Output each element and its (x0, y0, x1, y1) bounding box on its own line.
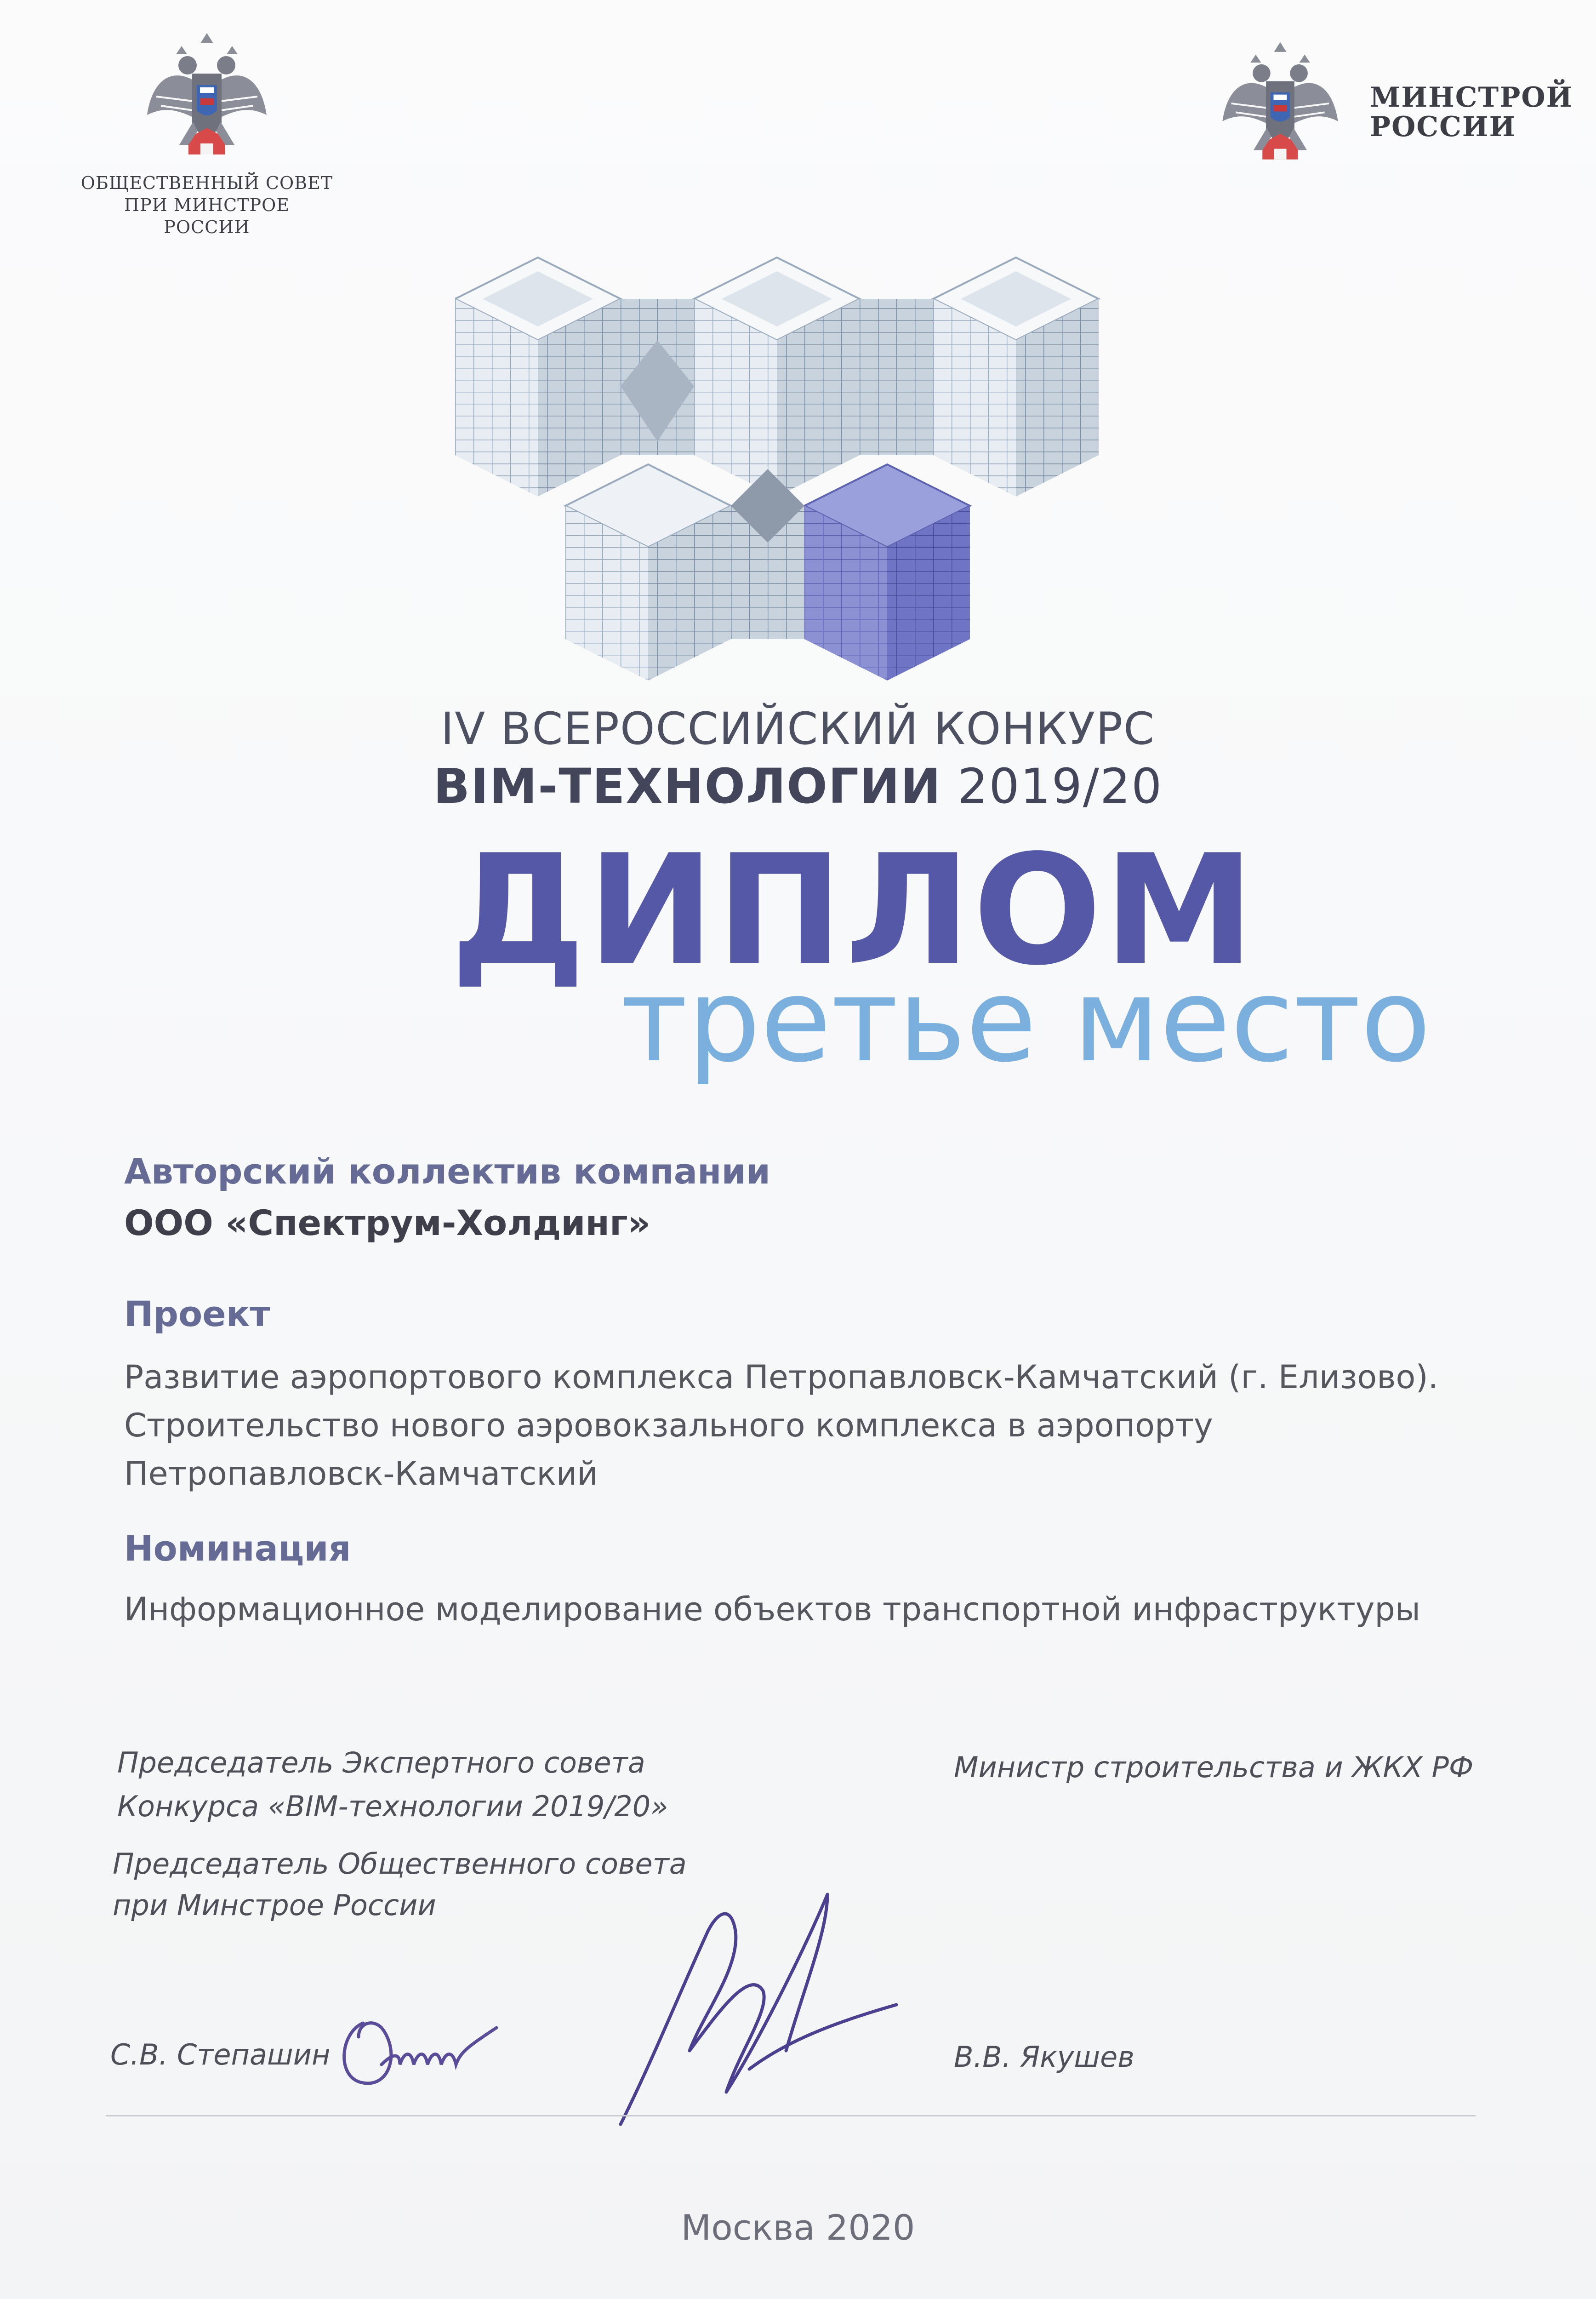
ministry-caption (1370, 83, 1573, 142)
left-signatory-title: Конкурса «BIM-технологии 2019/20» (117, 1790, 668, 1823)
ministry-line: МИНСТРОЙ (1370, 81, 1573, 114)
recipient-label: Авторский коллектив компании (124, 1151, 770, 1192)
public-council-block (69, 28, 345, 238)
diploma-title: ДИПЛОМ (450, 822, 1257, 999)
project-label: Проект (124, 1293, 270, 1334)
ministry-eagle-icon (1214, 37, 1347, 170)
public-council-caption (69, 172, 345, 238)
project-line: Развитие аэропортового комплекса Петропавловск-Камчатский (г. Елизово). (124, 1358, 1438, 1396)
double-headed-eagle-icon (138, 28, 276, 166)
contest-title: IV ВСЕРОССИЙСКИЙ КОНКУРС (441, 703, 1155, 755)
project-line: Петропавловск-Камчатский (124, 1455, 598, 1493)
bim-contest-logo (455, 248, 1117, 690)
project-line: Строительство нового аэровокзального комплекса в аэропорту (124, 1407, 1213, 1444)
council-line: РОССИИ (164, 217, 250, 237)
council-line: ПРИ МИНСТРОЕ (124, 195, 290, 215)
yakushev-signature (611, 1876, 906, 2133)
left-signatory-title: Председатель Общественного совета (113, 1847, 687, 1881)
contest-year: 2019/20 (941, 758, 1163, 814)
right-signatory-name: В.В. Якушев (954, 2040, 1134, 2074)
nomination-value: Информационное моделирование объектов транспортной инфраструктуры (124, 1590, 1421, 1628)
contest-name: BIM-ТЕХНОЛОГИИ (433, 758, 942, 814)
nomination-label: Номинация (124, 1528, 351, 1569)
stepashin-signature (331, 1996, 506, 2106)
diploma-place: третье место (621, 954, 1431, 1087)
left-signatory-title: при Минстрое России (113, 1888, 436, 1922)
ministry-block (1214, 37, 1573, 175)
signature-divider (106, 2115, 1476, 2116)
council-line: ОБЩЕСТВЕННЫЙ СОВЕТ (80, 173, 333, 193)
city-year: Москва 2020 (681, 2207, 915, 2248)
ministry-line: РОССИИ (1370, 111, 1516, 143)
contest-subtitle (0, 759, 1596, 814)
left-signatory-title: Председатель Экспертного совета (117, 1746, 645, 1779)
right-signatory-title: Министр строительства и ЖКХ РФ (954, 1750, 1474, 1784)
left-signatory-name: С.В. Степашин (110, 2038, 331, 2071)
recipient-company: ООО «Спектрум-Холдинг» (124, 1202, 650, 1243)
